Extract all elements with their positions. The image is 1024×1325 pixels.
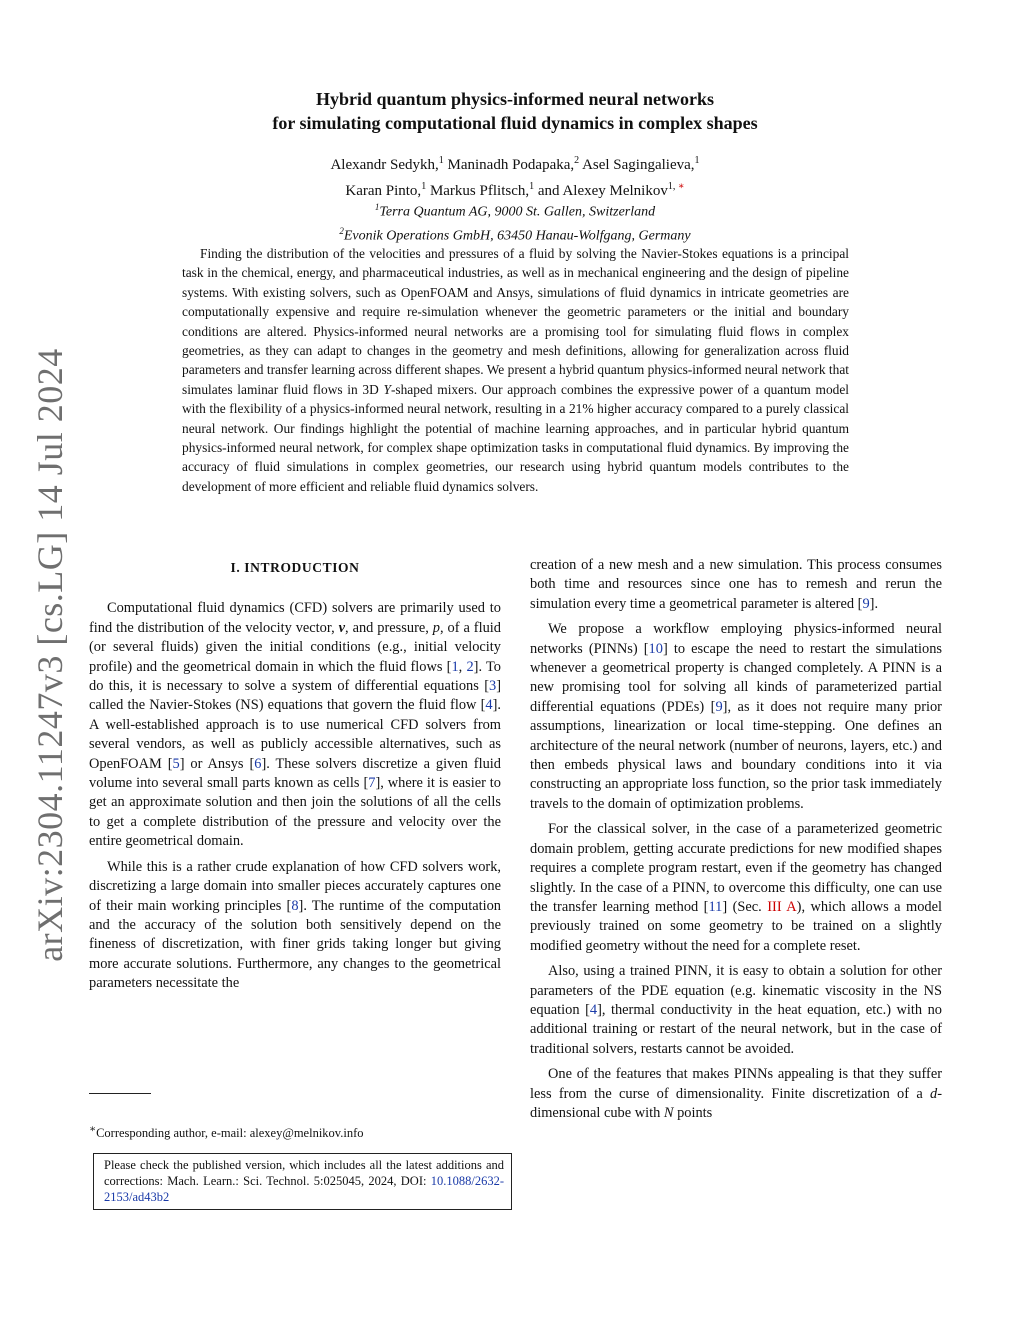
citation-link[interactable]: 6 (254, 755, 262, 772)
paragraph (530, 556, 942, 614)
affiliations (150, 198, 880, 245)
affiliation-2 (150, 222, 880, 246)
author-affil-mark: 1 (421, 181, 427, 192)
author-affil-mark (668, 181, 685, 192)
affil-number: 1 (374, 202, 380, 212)
text: creation of a new mesh and a new simulation. This process consumes both time and resources since one has to remesh and rerun the simulation every time a geometrical parameter is altered [ (530, 557, 942, 612)
citation-link[interactable]: 10 (648, 640, 663, 657)
arxiv-identifier: arXiv:2304.11247v3 [cs.LG] 14 Jul 2024 (30, 348, 71, 962)
citation-link[interactable]: 5 (172, 755, 180, 772)
text: We propose a workflow employing physics-informed neural networks (PINNs) [ (530, 621, 942, 657)
published-version-notice (93, 1153, 512, 1210)
affil-mark-text: 1, (667, 181, 676, 192)
citation-link[interactable]: 9 (715, 698, 723, 715)
author-affil-mark: 1 (694, 155, 700, 166)
math-n: N (663, 1104, 674, 1121)
text: -dimensional cube with (530, 1085, 942, 1121)
affiliation-1 (150, 198, 880, 222)
paragraph (530, 1065, 942, 1123)
citation-link[interactable]: 3 (489, 678, 497, 695)
abstract-text: Finding the distribution of the velocities and pressures of a fluid by solving the Navier-Stokes equations is a principal task in the chemical, energy, and pharmaceutical industries, as well as in mechanical engineering and the design of pipeline systems. With existing solvers, such as OpenFOAM and Ansys, simulations of fluid dynamics in intricate geometries are computationally expensive and require re-simulation whenever the geometric parameters or the initial and boundary conditions are altered. Physics-informed neural networks are a promising tool for simulating fluid flows in complex geometries, as they can adapt to changes in the geometry and mesh definitions, allowing for generalization across fluid parameters and transfer learning across different shapes. We present a hybrid quantum physics-informed neural network that simulates laminar fluid flows in 3D (182, 246, 849, 397)
doi-link[interactable]: 10.1088/2632-2153/ad43b2 (104, 1174, 504, 1204)
citation-link[interactable]: 1 (451, 658, 459, 675)
author-name: Karan Pinto, (345, 183, 422, 199)
title-line-2: for simulating computational fluid dynamics in complex shapes (272, 113, 758, 133)
text: ]. To do this, it is necessary to solve a system of differential equations [ (89, 658, 501, 695)
abstract-math: Y (383, 381, 391, 397)
text: ] called the Navier-Stokes (NS) equations that govern the fluid flow [ (89, 678, 501, 714)
text: ]. These solvers discretize a given fluid volume into several small parts known as cells [ (89, 755, 501, 792)
footnote-text: Corresponding author, e-mail: alexey@melnikov.info (96, 1126, 364, 1141)
text: ] (Sec. (722, 898, 768, 915)
text: One of the features that makes PINNs appealing is that they suffer less from the curse of dimensionality. Finite discretization of a (530, 1066, 942, 1102)
citation-link[interactable]: 7 (368, 775, 376, 792)
paragraph (530, 962, 942, 1059)
author-name: Markus Pflitsch, (426, 183, 530, 199)
author-list (150, 150, 880, 202)
text: points (673, 1104, 713, 1121)
text: ] or Ansys [ (179, 755, 255, 772)
paragraph (89, 599, 501, 851)
text: ], thermal conductivity in the heat equation, etc.) with no additional training or restart of the neural network, but in the case of traditional solvers, restarts cannot be avoided. (530, 1001, 942, 1057)
footnote (89, 1121, 501, 1142)
text: ]. (869, 595, 879, 612)
text: ]. A well-established approach is to use numerical CFD solvers from several vendors, as well as publicly accessible alternatives, such as OpenFOAM [ (89, 697, 501, 772)
affil-text: Terra Quantum AG, 9000 St. Gallen, Switzerland (379, 204, 656, 220)
text: Also, using a trained PINN, it is easy to obtain a solution for other parameters of the PDE equation (e.g. kinematic viscosity in the NS equation [ (530, 963, 942, 1018)
author-name: Alexandr Sedykh, (330, 157, 439, 173)
citation-link[interactable]: 4 (589, 1001, 598, 1018)
text: While this is a rather crude explanation of how CFD solvers work, discretizing a large domain into smaller pieces accurately captures one of their main working principles [ (89, 858, 501, 914)
text: ), which allows a model previously trained on some geometry to be trained on a slightly modified geometry without the need for a complete reset. (530, 898, 942, 954)
footnote-mark: ∗ (89, 1124, 97, 1135)
author-affil-mark: 1 (529, 181, 535, 192)
text: For the classical solver, in the case of a parameterized geometric domain problem, getting accurate predictions for new modified shapes requires a complete program restart, even if the geometry has changed slightly. In the case of a PINN, to overcome this difficulty, one can use the transfer learning method [ (530, 821, 942, 915)
text: ] to escape the need to restart the simulations whenever a geometrical property is changed completely. A PINN is a new promising tool for solving all kinds of parameterized partial differential equations (PDEs) [ (530, 640, 942, 715)
abstract-text: -shaped mixers. Our approach combines the expressive power of a quantum model with the flexibility of a physics-informed neural network, resulting in a 21% higher accuracy compared to a purely classical neural network. Our findings highlight the potential of machine learning approaches, and in particular hybrid quantum physics-informed neural network, for complex shape optimization tasks in computational fluid dynamics. By improving the accuracy of fluid simulations in complex geometries, our research using hybrid quantum models contributes to the development of more efficient and reliable fluid dynamics solvers. (182, 381, 849, 494)
author-affil-mark: 2 (574, 155, 580, 166)
text: ], as it does not require many prior assumptions, linearization or local time-stepping. One defines an architecture of the neural network (number of neurons, layers, etc.) and then embeds physical laws and boundary conditions into it via constructing an appropriate loss function, so the prior task immediately travels to the domain of optimization problems. (530, 698, 942, 812)
abstract (182, 244, 849, 496)
author-affil-mark: 1 (438, 155, 444, 166)
affil-text: Evonik Operations GmbH, 63450 Hanau-Wolfgang, Germany (343, 228, 691, 244)
paragraph (530, 820, 942, 956)
citation-link[interactable]: 8 (291, 897, 299, 914)
title-line-1: Hybrid quantum physics-informed neural networks (315, 89, 715, 109)
footnote-rule (89, 1093, 151, 1094)
text: ]. The runtime of the computation and the accuracy of the solution both sensitively depend on the fineness of discretization, with finer grids taking longer but giving more accurate solutions. Furthermore, any changes to the geometrical parameters necessitate the (89, 897, 501, 992)
notice-text: Please check the published version, which includes all the latest additions and corrections: Mach. Learn.: Sci. Technol. 5:025045, 2024, DOI: (104, 1158, 504, 1188)
paragraph (530, 620, 942, 814)
arxiv-sidebar-stamp (22, 348, 78, 962)
section-heading: I. INTRODUCTION (230, 560, 360, 575)
corresponding-author-link[interactable]: ∗ (675, 181, 685, 192)
citation-link[interactable]: 11 (708, 898, 723, 915)
text: ], where it is easier to get an approximate solution and then join the solutions of all the cells to get a complete distribution of the pressure and velocity over the entire geometrical domain. (89, 775, 502, 850)
math-v: v (338, 619, 346, 636)
citation-link[interactable]: 9 (862, 595, 870, 612)
left-column (89, 556, 501, 1000)
math-d: d (930, 1085, 938, 1102)
paragraph (89, 858, 501, 994)
right-column (530, 556, 942, 1129)
paper-title (150, 87, 880, 135)
author-line-1 (150, 150, 880, 176)
citation-link[interactable]: 2 (466, 658, 474, 675)
author-name: Maninadh Podapaka, (443, 157, 575, 173)
author-name: and Alexey Melnikov (534, 183, 668, 199)
text: , (458, 658, 467, 675)
affil-number: 2 (339, 225, 344, 236)
author-name: Asel Sagingalieva, (579, 157, 695, 173)
text: , of a fluid (or several fluids) given the initial conditions (e.g., initial velocity profile) and the geometrical domain in which the fluid flows [ (89, 619, 501, 675)
section-link[interactable]: III A (767, 898, 797, 915)
citation-link[interactable]: 4 (485, 697, 493, 714)
text: Computational fluid dynamics (CFD) solvers are primarily used to find the distribution of the velocity vector, (89, 600, 501, 636)
math-p: p (432, 619, 440, 636)
text: , and pressure, (345, 619, 433, 636)
